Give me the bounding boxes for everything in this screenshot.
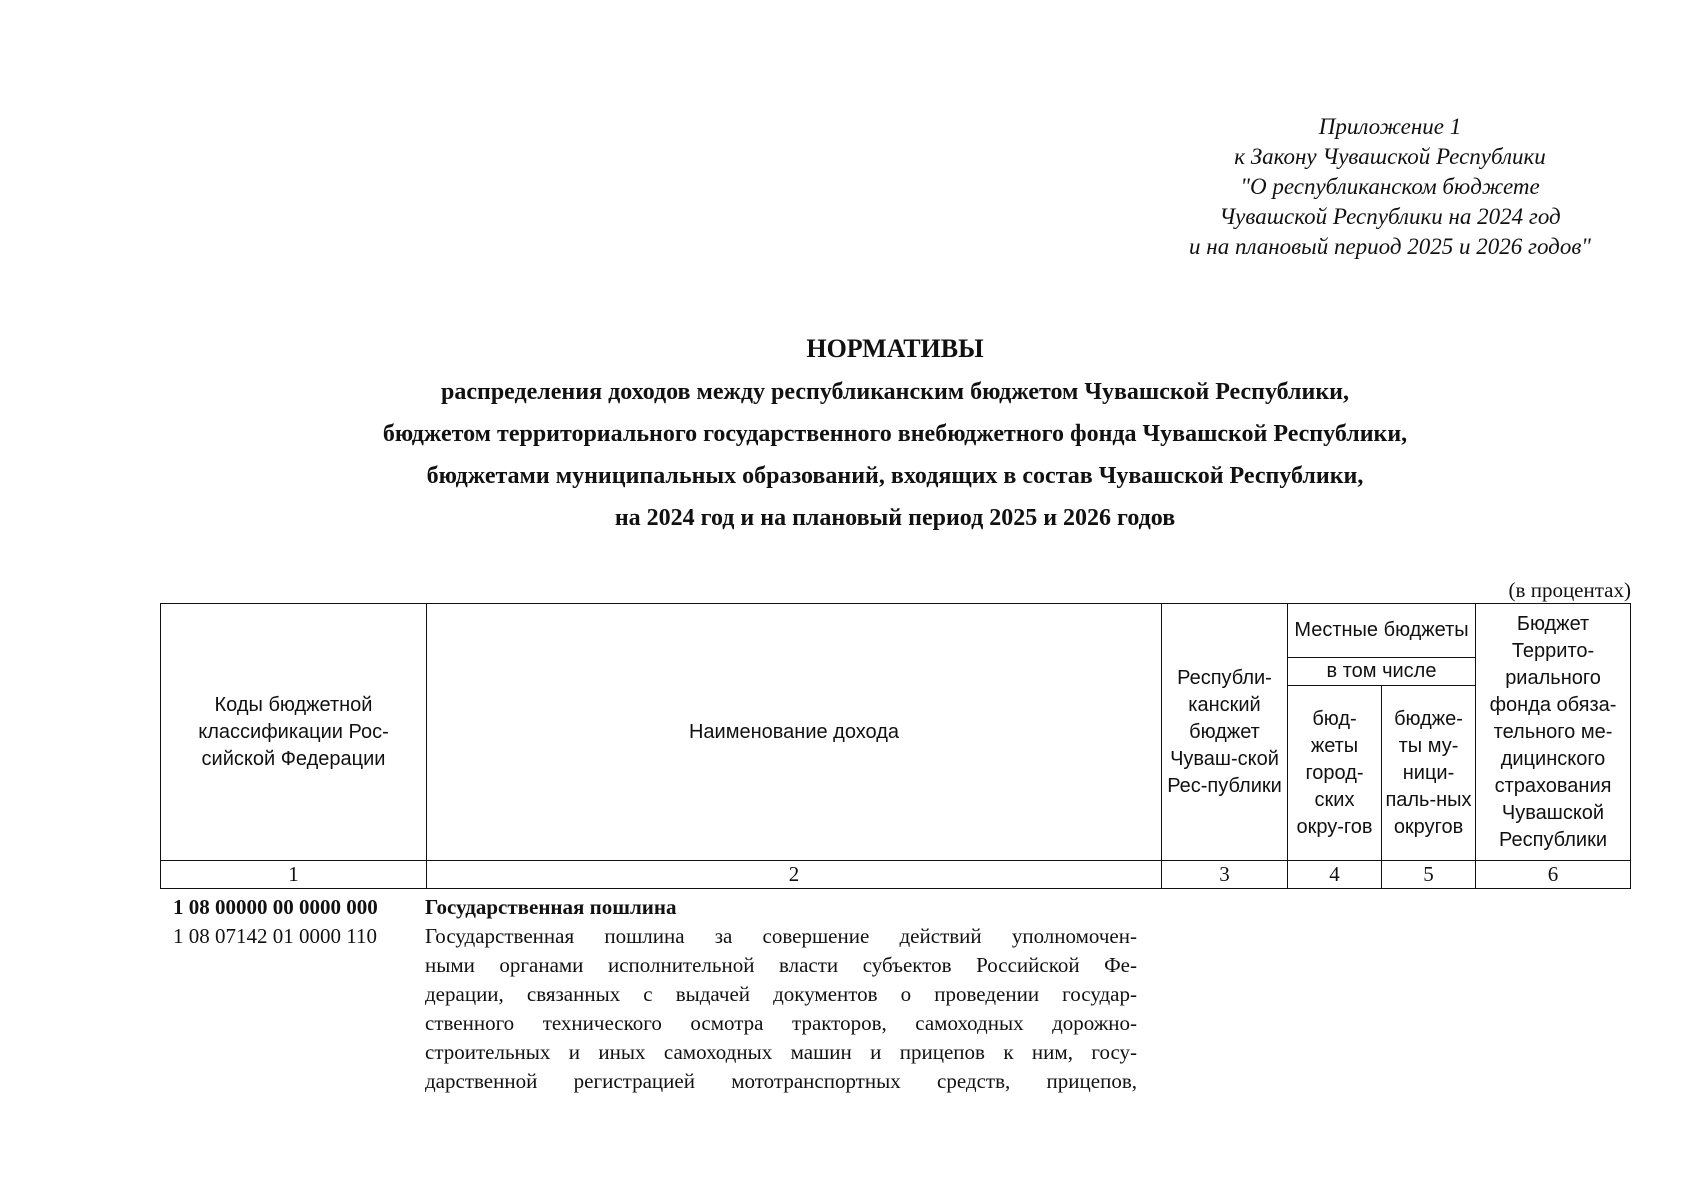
row-name — [425, 922, 1137, 1096]
title-line: бюджетами муниципальных образований, входящих в состав Чувашской Республики, — [426, 463, 1364, 489]
header-local-budgets: Местные бюджеты — [1288, 604, 1476, 658]
norms-table-header — [160, 603, 1631, 889]
appendix-block — [1150, 112, 1630, 262]
header-medical-fund: Бюджет Террито-риального фонда обяза-тельного ме-дицинского страхования Чувашской Республики — [1476, 604, 1631, 861]
title-line: на 2024 год и на плановый период 2025 и 2026 годов — [614, 505, 1176, 531]
appendix-line: к Закону Чувашской Республики — [1234, 144, 1546, 169]
header-municipal-districts: бюдже-ты му-ници-паль-ных округов — [1382, 686, 1476, 861]
appendix-line: и на плановый период 2025 и 2026 годов" — [1189, 234, 1591, 259]
row-name-line: Государственная пошлина за совершение действий уполномочен- — [425, 924, 1137, 948]
column-number: 2 — [427, 861, 1162, 889]
column-number: 5 — [1382, 861, 1476, 889]
appendix-line: Приложение 1 — [1318, 114, 1462, 139]
column-number: 4 — [1288, 861, 1382, 889]
table-row — [160, 893, 1160, 922]
header-codes: Коды бюджетной классификации Рос-сийской Федерации — [161, 604, 427, 861]
appendix-line: Чувашской Республики на 2024 год — [1219, 204, 1561, 229]
table-row — [160, 922, 1160, 1096]
row-name: Государственная пошлина — [425, 895, 677, 919]
row-code: 1 08 00000 00 0000 000 — [173, 895, 378, 919]
title-main: НОРМАТИВЫ — [806, 334, 984, 363]
header-including: в том числе — [1288, 658, 1476, 686]
row-name-line: дерации, связанных с выдачей документов о проведении государ- — [425, 982, 1137, 1006]
row-name-line: дарственной регистрацией мототранспортных средств, прицепов, — [425, 1069, 1137, 1093]
title-line: распределения доходов между республиканским бюджетом Чувашской Республики, — [441, 379, 1349, 405]
row-name-line: строительных и иных самоходных машин и прицепов к ним, госу- — [425, 1040, 1137, 1064]
column-number: 1 — [161, 861, 427, 889]
document-title — [160, 332, 1630, 544]
header-republican-budget: Республи-канский бюджет Чуваш-ской Рес-публики — [1162, 604, 1288, 861]
row-name-line: ственного технического осмотра тракторов, самоходных дорожно- — [425, 1011, 1137, 1035]
table-body — [160, 893, 1160, 1096]
row-name-line: ными органами исполнительной власти субъектов Российской Фе- — [425, 953, 1137, 977]
column-number: 3 — [1162, 861, 1288, 889]
header-city-districts: бюд-жеты город-ских окру-гов — [1288, 686, 1382, 861]
column-number: 6 — [1476, 861, 1631, 889]
title-line: бюджетом территориального государственного внебюджетного фонда Чувашской Республики, — [382, 421, 1408, 447]
appendix-line: "О республиканском бюджете — [1240, 174, 1540, 199]
header-revenue-name: Наименование дохода — [427, 604, 1162, 861]
units-label: (в процентах) — [1508, 578, 1631, 602]
row-code: 1 08 07142 01 0000 110 — [173, 924, 377, 948]
